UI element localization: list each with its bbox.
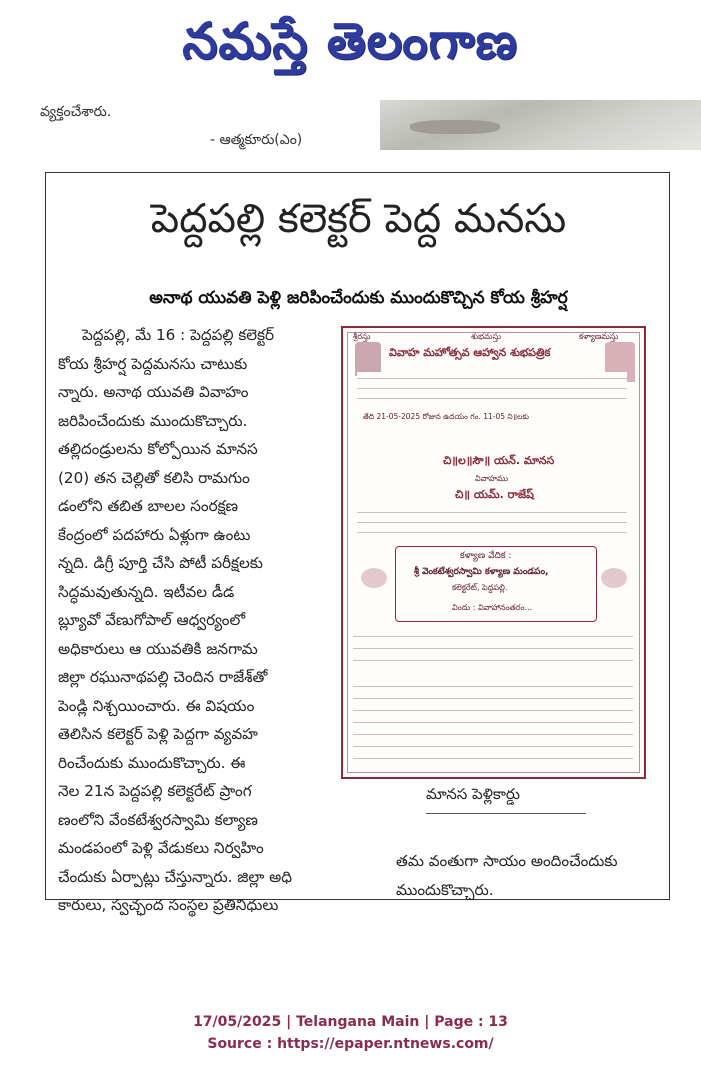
card-weds: వివాహము	[475, 474, 509, 483]
body-line: కోయ శ్రీహర్ష పెద్దమనసు చాటుకు	[58, 354, 248, 373]
card-fine-print	[357, 372, 627, 406]
body-line: తల్లిదండ్రులను కోల్పోయిన మానస	[58, 440, 258, 458]
photo-caption: మానస పెళ్లికార్డు	[426, 785, 520, 803]
body-line: కేంద్రంలో పదహారు ఏళ్లుగా ఉంటు	[58, 525, 251, 544]
previous-article-place: - ఆత్మకూరు(ఎం)	[210, 132, 303, 148]
card-title: వివాహ మహోత్సవ ఆహ్వాన శుభపత్రిక	[389, 346, 551, 359]
article-headline: పెద్దపల్లి కలెక్టర్ పెద్ద మనసు	[150, 196, 567, 242]
article-box	[45, 172, 670, 914]
body-line: తమ వంతుగా సాయం అందించేందుకు	[396, 852, 618, 870]
body-line: రించేందుకు ముందుకొచ్చారు. ఈ	[58, 753, 246, 772]
temple-icon	[355, 342, 381, 376]
body-line: సిద్ధమవుతున్నది. ఇటీవల డీడ	[58, 582, 235, 601]
body-line: బ్ల్యూవో వేణుగోపాల్ ఆధ్వర్యంలో	[58, 611, 246, 629]
card-top-right: కళ్యాణమస్తు	[579, 332, 619, 341]
body-line: న్నారు. అనాథ యువతి వివాహం	[58, 383, 249, 401]
card-top-left: శ్రీరస్తు	[353, 332, 371, 341]
body-line: నెల 21న పెద్దపల్లి కలెక్టరేట్ ప్రాంగ	[58, 782, 252, 800]
article-body	[58, 321, 346, 920]
body-line: (20) తన చెల్లితో కలిసి రామగుం	[58, 468, 250, 487]
floral-decoration-icon	[601, 568, 627, 588]
card-fine-print	[353, 628, 633, 668]
card-date-line: తేది 21-05-2025 రోజున ఉదయం గం. 11-05 ని॥లకు	[363, 412, 529, 421]
body-line: ణంలోని వేంకటేశ్వరస్వామి కల్యాణ	[58, 810, 258, 829]
article-body-tail	[396, 847, 666, 904]
card-venue-place: కలెక్టరేట్, పెద్దపల్లి.	[452, 583, 508, 592]
previous-article-photo	[380, 100, 701, 150]
body-line: అధికారులు ఆ యువతికి జనగామ	[58, 639, 258, 658]
card-bride: చి॥ల॥సౌ॥ యన్. మానస	[443, 454, 555, 467]
body-line: పెండ్లి నిశ్చయించారు. ఈ విషయం	[58, 696, 255, 715]
wedding-invitation-card	[341, 326, 646, 779]
body-line: జిల్లా రఘునాథపల్లి చెందిన రాజేశ్‌తో	[58, 668, 268, 686]
card-venue-name: శ్రీ వెంకటేశ్వరస్వామి కళ్యాణ మండపం,	[414, 567, 549, 577]
body-line: న్నది. డిగ్రీ పూర్తి చేసి పోటీ పరీక్షలకు	[58, 554, 263, 572]
footer-source: Source : https://epaper.ntnews.com/	[207, 1036, 494, 1052]
card-groom: చి॥ యమ్. రాజేష్	[455, 488, 534, 501]
card-fine-print	[357, 506, 627, 536]
card-venue-box	[395, 546, 597, 622]
footer-date-edition: 17/05/2025 | Telangana Main | Page : 13	[193, 1014, 508, 1030]
body-line: జరిపించేందుకు ముందుకొచ్చారు.	[58, 411, 248, 430]
card-venue-label: కళ్యాణ వేదిక :	[460, 551, 512, 561]
body-line: ముందుకొచ్చారు.	[396, 880, 494, 899]
body-line: చేందుకు ఏర్పాట్లు చేస్తున్నారు. జిల్లా అధి	[58, 867, 292, 886]
card-feast: విందు : వివాహానంతరం...	[452, 603, 533, 612]
body-line: మండపంలో పెళ్లి వేడుకలు నిర్వహిం	[58, 839, 264, 857]
caption-underline	[426, 813, 586, 814]
card-top-center: శుభమస్తు	[471, 332, 502, 341]
body-line: పెద్దపల్లి, మే 16 : పెద్దపల్లి కలెక్టర్	[82, 326, 275, 344]
body-line: కారులు, స్వచ్ఛంద సంస్థల ప్రతినిధులు	[58, 896, 279, 914]
card-fine-print	[353, 678, 633, 766]
article-subheadline: అనాథ యువతి పెళ్లి జరిపించేందుకు ముందుకొచ్చిన కోయ శ్రీహర్ష	[149, 288, 568, 308]
floral-decoration-icon	[361, 568, 387, 588]
body-line: డంలోని తబిత బాలల సంరక్షణ	[58, 497, 239, 515]
newspaper-masthead: నమస్తే తెలంగాణ	[182, 12, 518, 70]
previous-article-text: వ్యక్తంచేశారు.	[40, 104, 112, 120]
body-line: తెలిసిన కలెక్టర్ పెళ్లి పెద్దగా వ్యవహ	[58, 725, 258, 743]
